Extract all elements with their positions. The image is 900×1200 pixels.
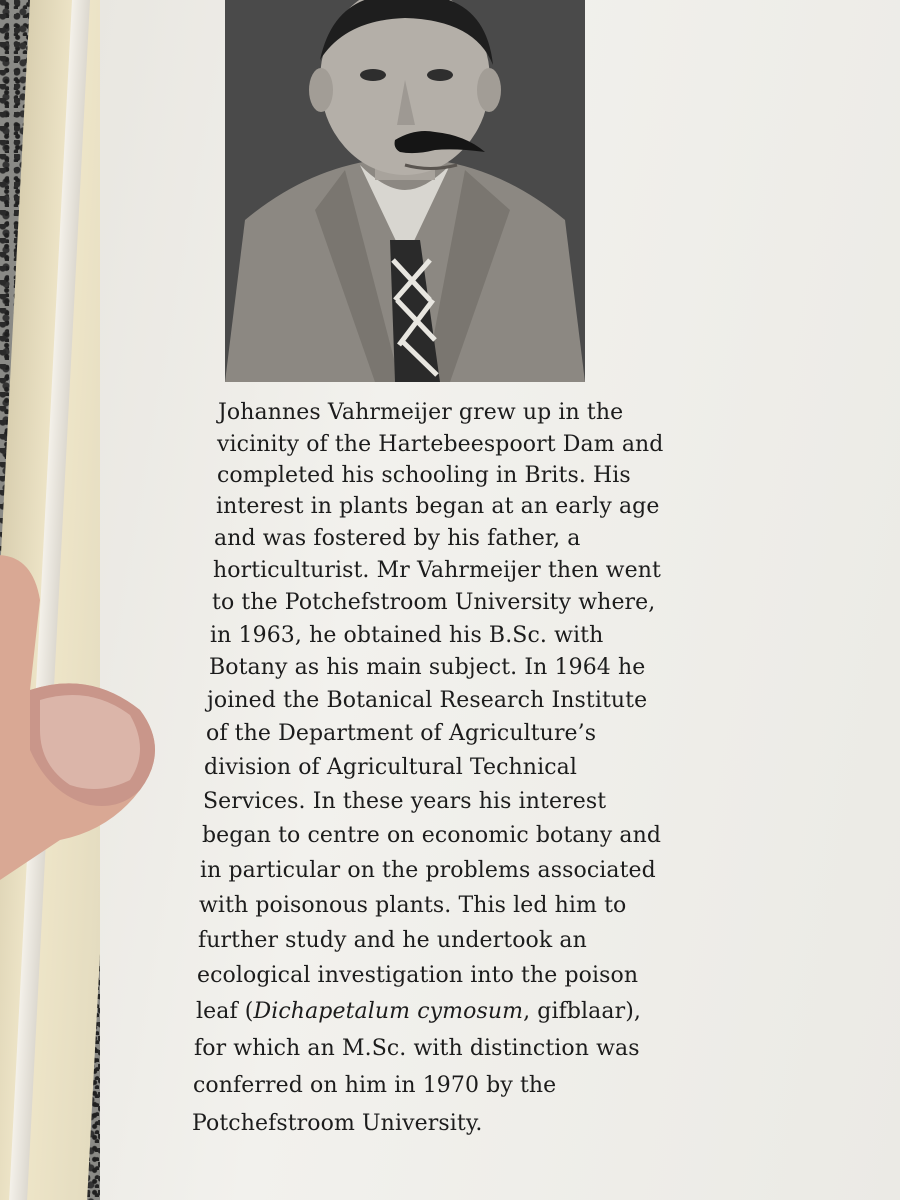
- caption-line: began to centre on economic botany and: [202, 823, 662, 848]
- caption-line: interest in plants began at an early age: [216, 494, 660, 519]
- caption-line: and was fostered by his father, a: [214, 526, 581, 551]
- caption-text: , gifblaar),: [523, 999, 641, 1024]
- caption-text: leaf (: [196, 999, 254, 1024]
- caption-line-with-italic: [196, 999, 641, 1025]
- portrait-photo: [225, 0, 585, 382]
- caption-line: Potchefstroom University.: [192, 1111, 483, 1136]
- caption-line: for which an M.Sc. with distinction was: [194, 1036, 640, 1061]
- caption-line: with poisonous plants. This led him to: [199, 893, 627, 918]
- caption-line: Botany as his main subject. In 1964 he: [209, 655, 646, 680]
- caption-line: Services. In these years his interest: [203, 789, 607, 814]
- caption-line: of the Department of Agriculture’s: [206, 721, 597, 746]
- caption-line: completed his schooling in Brits. His: [217, 463, 631, 488]
- caption-line: vicinity of the Hartebeespoort Dam and: [217, 432, 664, 457]
- caption-line: in particular on the problems associated: [200, 858, 656, 883]
- caption-line: joined the Botanical Research Institute: [207, 688, 648, 713]
- caption-line: ecological investigation into the poison: [197, 963, 639, 988]
- portrait-photo-drawing: [225, 0, 585, 382]
- species-name: Dichapetalum cymosum: [253, 999, 524, 1024]
- caption-line: Johannes Vahrmeijer grew up in the: [218, 400, 624, 425]
- caption-line: in 1963, he obtained his B.Sc. with: [210, 623, 604, 648]
- caption-line: horticulturist. Mr Vahrmeijer then went: [213, 558, 661, 583]
- biography-caption: [180, 396, 700, 1186]
- caption-line: to the Potchefstroom University where,: [212, 590, 656, 615]
- caption-line: division of Agricultural Technical: [204, 755, 577, 780]
- caption-line: further study and he undertook an: [198, 928, 587, 953]
- caption-line: conferred on him in 1970 by the: [193, 1073, 557, 1098]
